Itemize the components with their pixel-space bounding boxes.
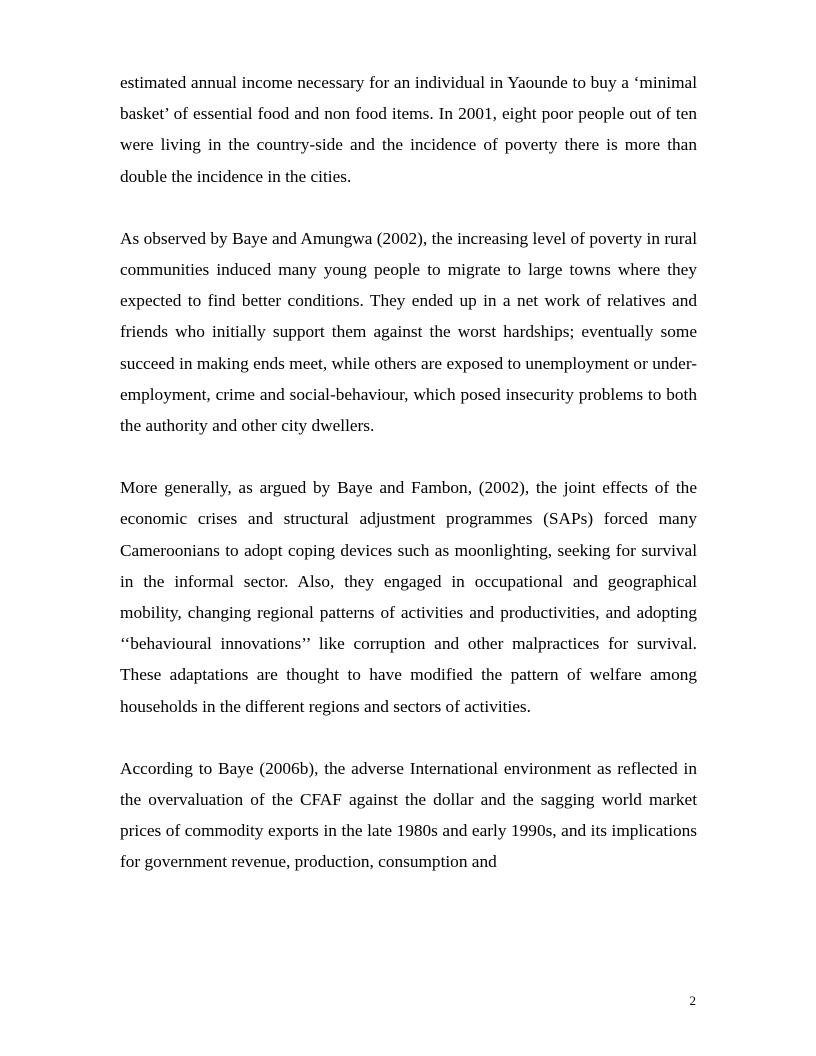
body-text (120, 67, 697, 909)
page-number: 2 (689, 993, 696, 1008)
paragraph-rural-migration: As observed by Baye and Amungwa (2002), the increasing level of poverty in rural communities induced many young people to migrate to large towns where they expected to find better conditions. They ended up in a net work of relatives and friends who initially support them against the worst hardships; eventually some succeed in making ends meet, while others are exposed to unemployment or under-employment, crime and social-behaviour, which posed insecurity problems to both the authority and other city dwellers. (120, 228, 697, 436)
paragraph-poverty-incidence: estimated annual income necessary for an individual in Yaounde to buy a ‘minimal basket’ of essential food and non food items. In 2001, eight poor people out of ten were living in the country-side and the incidence of poverty there is more than double the incidence in the cities. (120, 73, 697, 186)
paragraph-coping-devices: More generally, as argued by Baye and Fambon, (2002), the joint effects of the economic crises and structural adjustment programmes (SAPs) forced many Cameroonians to adopt coping devices such as moonlighting, seeking for survival in the informal sector. Also, they engaged in occupational and geographical mobility, changing regional patterns of activities and productivities, and adopting ‘‘behavioural innovations’’ like corruption and other malpractices for survival. These adaptations are thought to have modified the pattern of welfare among households in the different regions and sectors of activities. (120, 478, 697, 716)
paragraph-international-environment: According to Baye (2006b), the adverse International environment as reflected in the overvaluation of the CFAF against the dollar and the sagging world market prices of commodity exports in the late 1980s and early 1990s, and its implications for government revenue, production, consumption and (120, 758, 697, 872)
